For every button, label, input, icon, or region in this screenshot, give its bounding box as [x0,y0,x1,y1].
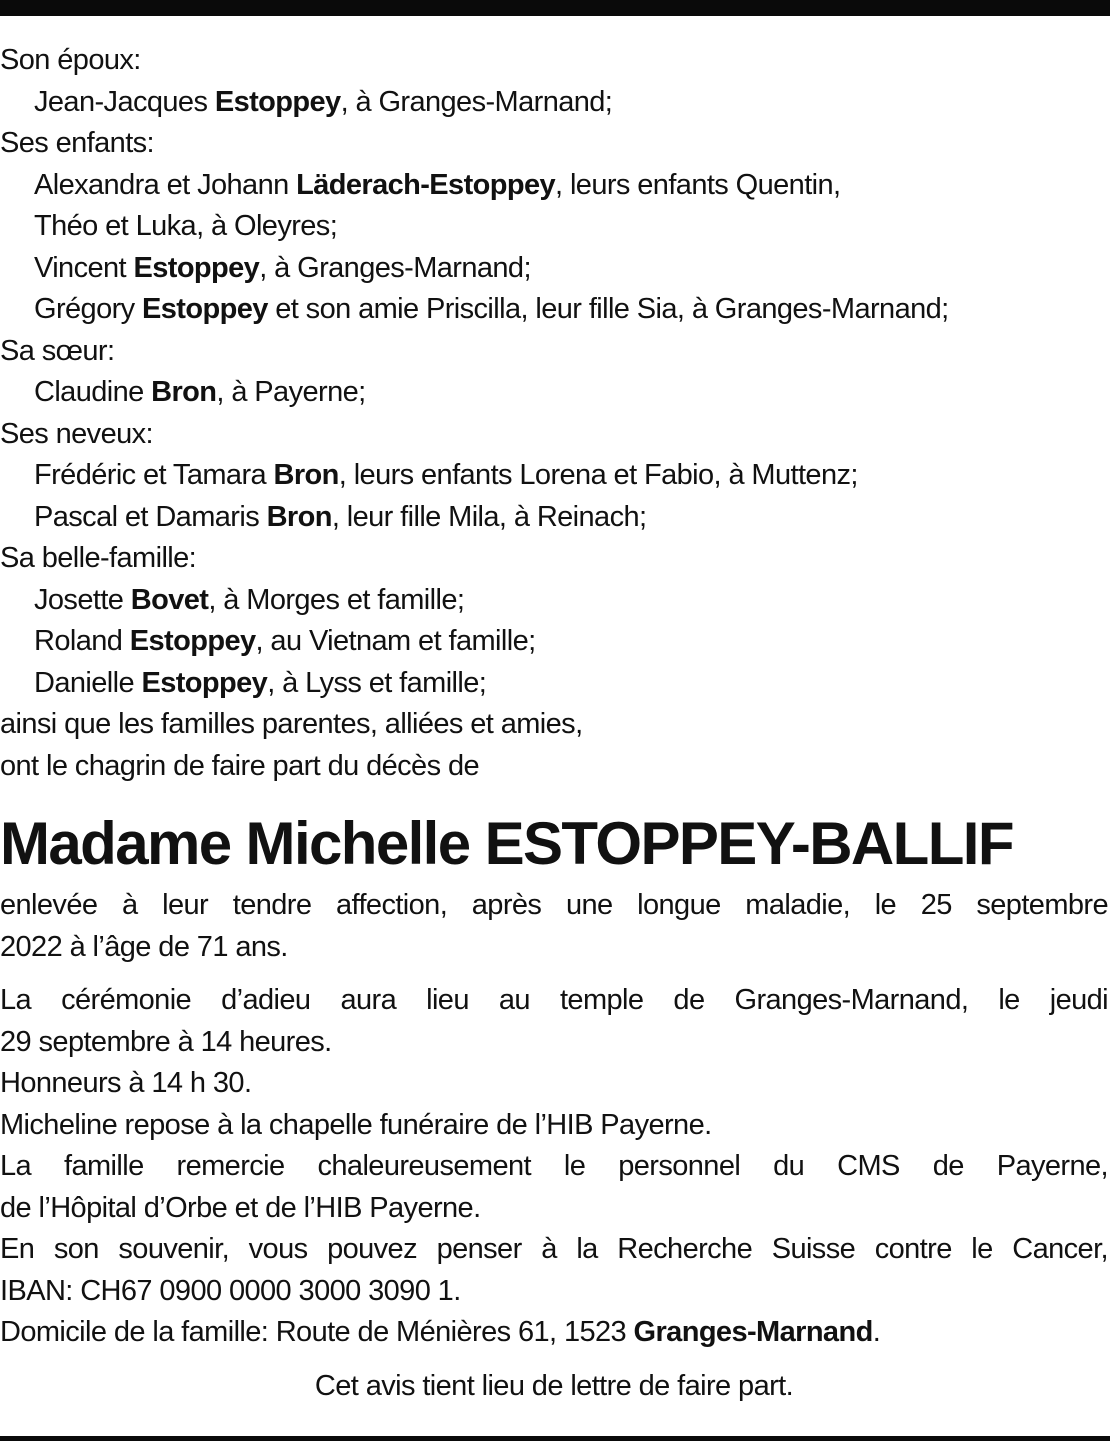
location: , au Vietnam et famille; [255,625,536,657]
child-entry-2 [0,248,1108,290]
given-names: Claudine [34,376,144,408]
rest-line: Micheline repose à la chapelle funéraire de l’HIB Payerne. [0,1108,712,1141]
child-entry-1 [0,165,1108,207]
death-line-2: 2022 à l’âge de 71 ans. [0,930,288,963]
location: , à Morges et famille; [208,583,465,616]
spouse-entry [0,82,1108,124]
ceremony-line-1: La cérémonie d’adieu aura lieu au temple de Granges-Marnand, le jeudi [0,984,1108,1016]
given-names: Danielle [34,666,134,699]
child-entry-3 [0,289,1108,331]
nephews-heading: Ses neveux: [0,417,153,450]
address-town: Granges-Marnand [633,1316,873,1348]
thanks-line-2: de l’Hôpital d’Orbe et de l’HIB Payerne. [0,1191,481,1224]
location: et son amie Priscilla, leur fille Sia, à Granges-Marnand; [267,293,949,325]
spouse-heading: Son époux: [0,44,141,76]
relatives-line: ainsi que les familles parentes, alliées et amies, [0,708,583,740]
surname: Läderach-Estoppey [296,168,556,201]
paragraph-gap [0,968,1108,980]
deceased-name: Madame Michelle ESTOPPEY-BALLIF [0,810,1013,877]
children-heading: Ses enfants: [0,127,155,159]
family-address [0,1312,1108,1354]
top-rule [0,0,1110,16]
location: , leurs enfants Quentin, [555,168,841,201]
sister-entry [0,372,1108,414]
death-line-1: enlevée à leur tendre affection, après une longue maladie, le 25 septembre [0,889,1108,921]
donation-iban: IBAN: CH67 0900 0000 3000 3090 1. [0,1274,461,1307]
donation-line-1: En son souvenir, vous pouvez penser à la Recherche Suisse contre le Cancer, [0,1233,1108,1265]
nephew-entry-2 [0,497,1108,539]
announcement-line: ont le chagrin de faire part du décès de [0,749,479,782]
given-names: Grégory [34,293,135,325]
given-names: Vincent [34,251,127,284]
inlaws-heading: Sa belle-famille: [0,542,197,574]
location: , leur fille Mila, à Reinach; [331,500,647,533]
surname: Bron [151,376,217,408]
honours-line: Honneurs à 14 h 30. [0,1067,252,1099]
surname: Estoppey [214,85,341,118]
address-end: . [872,1316,881,1348]
surname: Estoppey [141,666,268,699]
surname: Bovet [130,583,209,616]
surname: Estoppey [133,251,260,284]
ceremony-line-2: 29 septembre à 14 heures. [0,1025,332,1058]
obituary-notice [0,40,1108,1407]
location: , à Granges-Marnand; [259,251,531,284]
inlaw-entry-2 [0,621,1108,663]
surname: Estoppey [142,293,268,325]
given-names: Frédéric et Tamara [34,459,267,491]
child-entry-1-continued: Théo et Luka, à Oleyres; [34,210,338,242]
given-names: Alexandra et Johann [34,168,289,201]
inlaw-entry-3 [0,663,1108,705]
surname: Bron [266,500,332,533]
nephew-entry-1 [0,455,1108,497]
given-names: Roland [34,625,123,657]
location: , à Payerne; [216,376,366,408]
surname: Estoppey [129,625,256,657]
bottom-rule [0,1436,1110,1441]
given-names: Pascal et Damaris [34,500,260,533]
given-names: Jean-Jacques [34,85,208,118]
location: , à Lyss et famille; [267,666,487,699]
thanks-line-1: La famille remercie chaleureusement le personnel du CMS de Payerne, [0,1150,1108,1182]
location: , leurs enfants Lorena et Fabio, à Muttenz; [338,459,858,491]
surname: Bron [273,459,339,491]
inlaw-entry-1 [0,580,1108,622]
closing-note: Cet avis tient lieu de lettre de faire part. [314,1369,794,1402]
sister-heading: Sa sœur: [0,334,115,367]
address-text: Domicile de la famille: Route de Ménières 61, 1523 [0,1316,634,1348]
location: , à Granges-Marnand; [340,85,613,118]
given-names: Josette [34,583,124,616]
